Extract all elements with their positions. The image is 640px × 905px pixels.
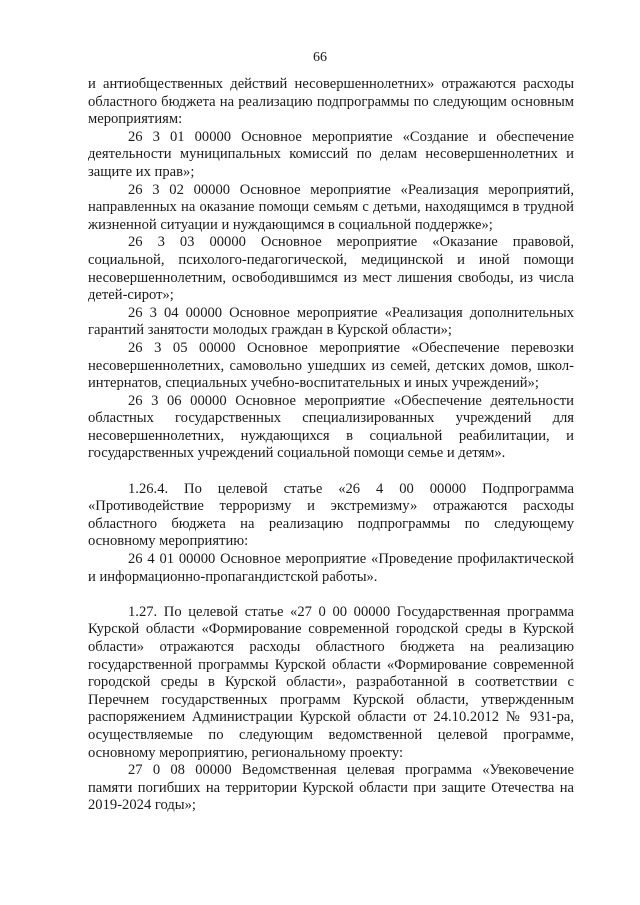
paragraph: 27 0 08 00000 Ведомственная целевая программа «Увековечение памяти погибших на территории Курской области при защите Отечества на 2019-2024 годы»; bbox=[88, 762, 574, 814]
paragraph: 1.27. По целевой статье «27 0 00 00000 Государственная программа Курской области «Формирование современной городской среды в Курской области» отражаются расходы областного бюджета на реализацию государственной программы Курской области «Формирование современной городской среды в Курской области», разработанной в соответствии с Перечнем государственных программ Курской области, утвержденным распоряжением Администрации Курской области от 24.10.2012 № 931-ра, осуществляемые по следующим ведомственной целевой программе, основному мероприятию, региональному проекту: bbox=[88, 603, 574, 761]
page-number: 66 bbox=[313, 50, 327, 65]
paragraph: 26 3 06 00000 Основное мероприятие «Обеспечение деятельности областных государственных специализированных учреждений для несовершеннолетних, нуждающихся в социальной реабилитации, и государственных учреждений социальной помощи семье и детям». bbox=[88, 392, 574, 462]
paragraph: 26 3 04 00000 Основное мероприятие «Реализация дополнительных гарантий занятости молодых граждан в Курской области»; bbox=[88, 304, 574, 339]
paragraph: 26 4 01 00000 Основное мероприятие «Проведение профилактической и информационно-пропагандистской работы». bbox=[88, 551, 574, 585]
paragraph: 1.26.4. По целевой статье «26 4 00 00000 Подпрограмма «Противодействие терроризму и экстремизму» отражаются расходы областного бюджета на реализацию подпрограммы по следующему основному мероприятию: bbox=[88, 480, 574, 550]
paragraph: 26 3 02 00000 Основное мероприятие «Реализация мероприятий, направленных на оказание помощи семьям с детьми, находящимся в трудной жизненной ситуации и нуждающимся в социальной поддержке»; bbox=[88, 181, 574, 233]
document-body bbox=[88, 76, 574, 815]
paragraph: и антиобщественных действий несовершеннолетних» отражаются расходы областного бюджета на реализацию подпрограммы по следующим основным мероприятиям: bbox=[88, 76, 574, 128]
paragraph: 26 3 05 00000 Основное мероприятие «Обеспечение перевозки несовершеннолетних, самовольно ушедших из семей, детских домов, школ-интернатов, специальных учебно-воспитательных и иных учреждений»; bbox=[88, 339, 574, 392]
paragraph: 26 3 03 00000 Основное мероприятие «Оказание правовой, социальной, психолого-педагогической, медицинской и иной помощи несовершеннолетним, освободившимся из мест лишения свободы, из числа детей-сирот»; bbox=[88, 234, 574, 304]
paragraph: 26 3 01 00000 Основное мероприятие «Создание и обеспечение деятельности муниципальных комиссий по делам несовершеннолетних и защите их прав»; bbox=[88, 128, 574, 180]
